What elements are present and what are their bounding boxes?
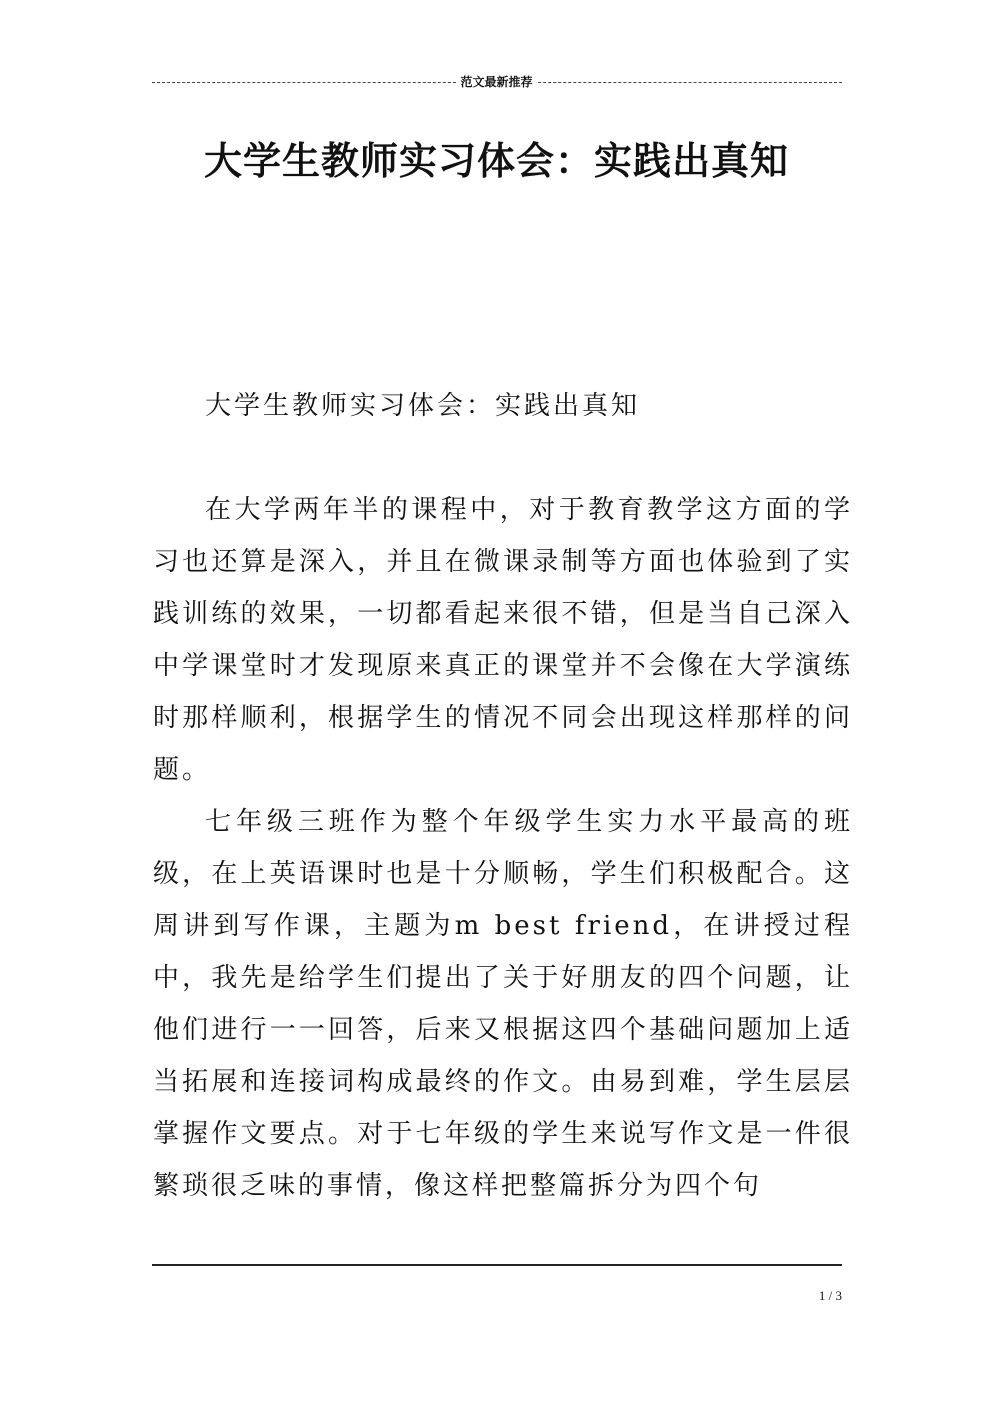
header-label: [0, 74, 993, 90]
header-label-text: 范文最新推荐: [457, 75, 535, 89]
page-number: 1 / 3: [818, 1288, 842, 1303]
document-body: [153, 380, 853, 1212]
footer-divider: [152, 1264, 842, 1266]
paragraph-1: 在大学两年半的课程中，对于教育教学这方面的学习也还算是深入，并且在微课录制等方面也体验到了实践训练的效果，一切都看起来很不错，但是当自己深入中学课堂时才发现原来真正的课堂并不会像在大学演练时那样顺利，根据学生的情况不同会出现这样那样的问题。: [153, 495, 853, 785]
document-subtitle: 大学生教师实习体会：实践出真知: [205, 391, 641, 421]
paragraph-2: 七年级三班作为整个年级学生实力水平最高的班级，在上英语课时也是十分顺畅，学生们积极配合。这周讲到写作课，主题为m best friend，在讲授过程中，我先是给学生们提出了关于好朋友的四个问题，让他们进行一一回答，后来又根据这四个基础问题加上适当拓展和连接词构成最终的作文。由易到难，学生层层掌握作文要点。对于七年级的学生来说写作文是一件很繁琐很乏味的事情，像这样把整篇拆分为四个句: [153, 807, 853, 1201]
document-title: 大学生教师实习体会：实践出真知: [203, 138, 789, 183]
blank-line: [153, 432, 853, 484]
